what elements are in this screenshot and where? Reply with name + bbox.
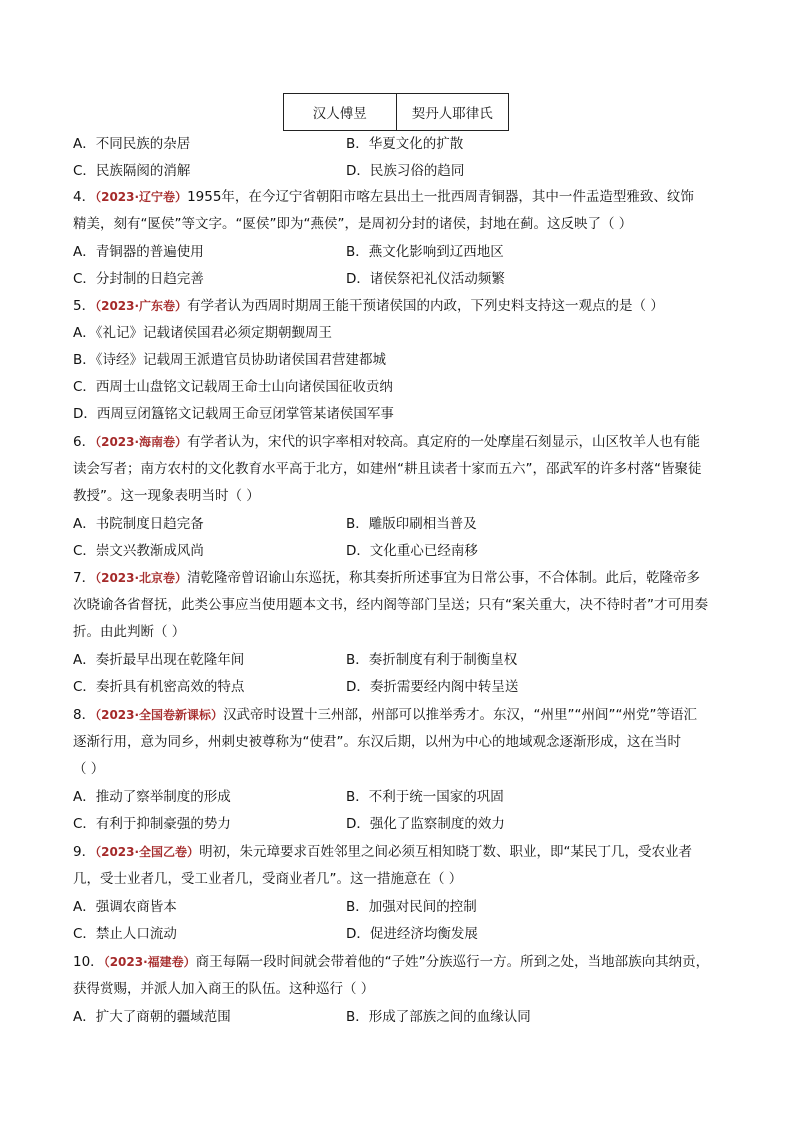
q4-option-d: D．诸侯祭祀礼仪活动频繁: [346, 271, 505, 287]
q4-stem-line-1: [73, 187, 694, 207]
q5-option-d: D．西周豆闭簋铭文记载周王命豆闭掌管某诸侯国军事: [73, 406, 394, 422]
q10-number: 10．: [73, 954, 104, 970]
q3-option-a: A．不同民族的杂居: [73, 136, 191, 152]
q9-stem-line-2: 几，受士业者几，受工业者几，受商业者几”。这一措施意在（ ）: [73, 871, 463, 887]
q7-option-b: B．奏折制度有利于制衡皇权: [346, 652, 518, 668]
q4-source-tag: （2023·辽宁卷）: [95, 190, 188, 204]
q10-stem-line-2: 获得赏赐，并派人加入商王的队伍。这种巡行（ ）: [73, 981, 375, 997]
q3-option-c: C．民族隔阂的消解: [73, 163, 191, 179]
table-cell-yelu: 契丹人耶律氏: [396, 94, 509, 130]
q4-option-c: C．分封制的日趋完善: [73, 271, 204, 287]
q9-option-a: A．强调农商皆本: [73, 899, 177, 915]
q10-option-a: A．扩大了商朝的疆域范围: [73, 1009, 231, 1025]
q6-option-a: A．书院制度日趋完备: [73, 516, 204, 532]
q4-stem-line-2: 精美，刻有“匽侯”等文字。“匽侯”即为“燕侯”，是周初分封的诸侯，封地在蓟。这反映了（ ）: [73, 216, 633, 232]
q10-stem-line-1: [73, 952, 709, 972]
q7-stem-line-2: 次晓谕各省督抚，此类公事应当使用题本文书，经内阁等部门呈送；只有“案关重大，决不待时者”才可用奏: [73, 597, 708, 613]
q6-stem-line-2: 读会写者；南方农村的文化教育水平高于北方，如建州“耕且读者十家而五六”，邵武军的许多村落“皆聚徒: [73, 461, 702, 477]
q10-source-tag: （2023·福建卷）: [103, 955, 196, 969]
q9-option-b: B．加强对民间的控制: [346, 899, 477, 915]
q5-stem-line-1: [73, 296, 664, 316]
q10-stem-text: 商王每隔一段时间就会带着他的“子姓”分族巡行一方。所到之处，当地部族向其纳贡，: [195, 954, 710, 970]
q6-number: 6．: [73, 434, 96, 450]
q8-source-tag: （2023·全国卷新课标）: [95, 708, 224, 722]
q7-number: 7．: [73, 570, 96, 586]
q9-stem-text: 明初，朱元璋要求百姓邻里之间必须互相知晓丁数、职业，即“某民丁几，受农业者: [199, 844, 693, 860]
q5-option-a: A．《礼记》记载诸侯国君必须定期朝觐周王: [73, 325, 332, 341]
q4-option-b: B．燕文化影响到辽西地区: [346, 244, 504, 260]
q5-option-c: C．西周士山盘铭文记载周王命士山向诸侯国征收贡纳: [73, 379, 393, 395]
q5-number: 5．: [73, 298, 96, 314]
q5-stem-text: 有学者认为西周时期周王能干预诸侯国的内政，下列史料支持这一观点的是（ ）: [187, 298, 664, 314]
q7-option-d: D．奏折需要经内阁中转呈送: [346, 679, 519, 695]
q6-option-d: D．文化重心已经南移: [346, 543, 478, 559]
q4-option-a: A．青铜器的普遍使用: [73, 244, 204, 260]
q4-number: 4．: [73, 189, 96, 205]
q6-stem-line-3: 教授”。这一现象表明当时（ ）: [73, 488, 260, 504]
q6-source-tag: （2023·海南卷）: [95, 435, 188, 449]
q6-stem-text: 有学者认为，宋代的识字率相对较高。真定府的一处摩崖石刻显示，山区牧羊人也有能: [187, 434, 701, 450]
q8-stem-line-3: （ ）: [73, 761, 105, 777]
q7-option-c: C．奏折具有机密高效的特点: [73, 679, 245, 695]
q3-option-b: B．华夏文化的扩散: [346, 136, 464, 152]
q6-option-c: C．崇文兴教渐成风尚: [73, 543, 204, 559]
q5-option-b: B．《诗经》记载周王派遣官员协助诸侯国君营建都城: [73, 352, 387, 368]
source-table: [283, 93, 509, 131]
table-cell-fu-yu: 汉人傅昱: [312, 106, 367, 122]
q8-stem-text: 汉武帝时设置十三州部，州部可以推举秀才。东汉，“州里”“州闾”“州党”等语汇: [223, 707, 698, 723]
q8-number: 8．: [73, 707, 96, 723]
q8-option-a: A．推动了察举制度的形成: [73, 789, 231, 805]
q7-option-a: A．奏折最早出现在乾隆年间: [73, 652, 245, 668]
q3-option-d: D．民族习俗的趋同: [346, 163, 465, 179]
q8-option-c: C．有利于抑制豪强的势力: [73, 816, 231, 832]
q7-stem-text: 清乾隆帝曾诏谕山东巡抚，称其奏折所述事宜为日常公事，不合体制。此后，乾隆帝多: [187, 570, 701, 586]
q9-option-c: C．禁止人口流动: [73, 926, 177, 942]
q9-number: 9．: [73, 844, 96, 860]
q6-option-b: B．雕版印刷相当普及: [346, 516, 477, 532]
q10-option-b: B．形成了部族之间的血缘认同: [346, 1009, 531, 1025]
q8-stem-line-2: 逐渐行用，意为同乡，州刺史被尊称为“使君”。东汉后期，以州为中心的地域观念逐渐形成，这在当时: [73, 734, 681, 750]
q8-stem-line-1: [73, 705, 697, 725]
q9-option-d: D．促进经济均衡发展: [346, 926, 478, 942]
q9-stem-line-1: [73, 842, 692, 862]
q4-stem-text: 1955年，在今辽宁省朝阳市喀左县出土一批西周青铜器，其中一件盂造型雅致、纹饰: [187, 189, 694, 205]
q8-option-d: D．强化了监察制度的效力: [346, 816, 505, 832]
q9-source-tag: （2023·全国乙卷）: [95, 845, 200, 859]
q6-stem-line-1: [73, 432, 700, 452]
q5-source-tag: （2023·广东卷）: [95, 299, 188, 313]
q8-option-b: B．不利于统一国家的巩固: [346, 789, 504, 805]
q7-stem-line-3: 折。由此判断（ ）: [73, 624, 186, 640]
q7-stem-line-1: [73, 568, 700, 588]
q7-source-tag: （2023·北京卷）: [95, 571, 188, 585]
